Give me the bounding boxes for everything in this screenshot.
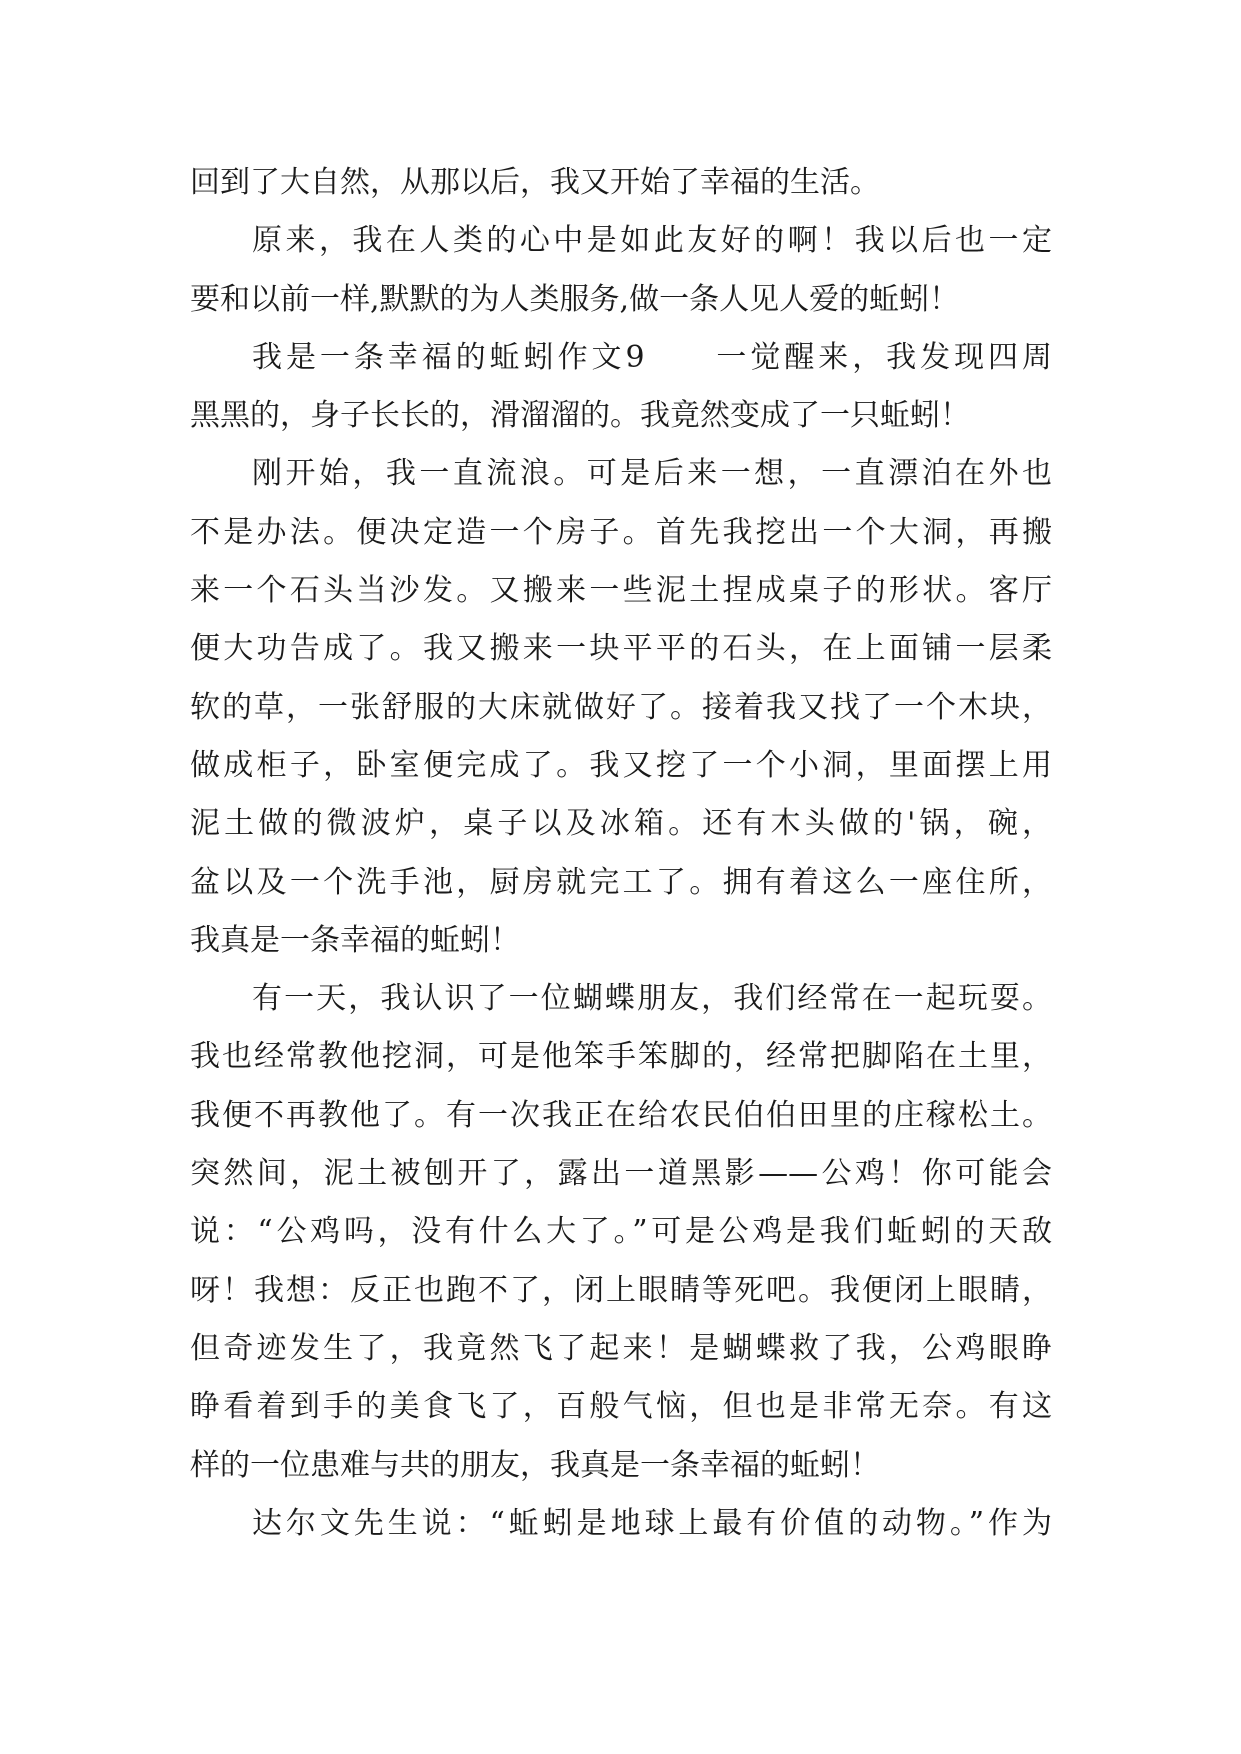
text-line: 我便不再教他了。有一次我正在给农民伯伯田里的庄稼松土。 xyxy=(190,1097,1052,1133)
text-line: 不是办法。便决定造一个房子。首先我挖出一个大洞，再搬 xyxy=(190,514,1052,550)
text-line: 我真是一条幸福的蚯蚓！ xyxy=(190,922,520,958)
text-line: 来一个石头当沙发。又搬来一些泥土捏成桌子的形状。客厅 xyxy=(190,573,1052,609)
text-line: 我也经常教他挖洞，可是他笨手笨脚的，经常把脚陷在土里， xyxy=(190,1039,1052,1075)
text-line: 要和以前一样,默默的为人类服务,做一条人见人爱的蚯蚓！ xyxy=(190,281,960,317)
text-line: 刚开始，我一直流浪。可是后来一想，一直漂泊在外也 xyxy=(252,456,1052,492)
text-line: 突然间，泥土被刨开了，露出一道黑影——公鸡！你可能会 xyxy=(190,1156,1052,1192)
text-line: 便大功告成了。我又搬来一块平平的石头，在上面铺一层柔 xyxy=(190,631,1052,667)
text-line: 达尔文先生说：“蚯蚓是地球上最有价值的动物。”作为 xyxy=(252,1505,1052,1541)
text-line: 呀！我想：反正也跑不了，闭上眼睛等死吧。我便闭上眼睛， xyxy=(190,1272,1052,1308)
text-line: 泥土做的微波炉，桌子以及冰箱。还有木头做的'锅，碗， xyxy=(190,806,1052,842)
text-line: 有一天，我认识了一位蝴蝶朋友，我们经常在一起玩耍。 xyxy=(252,981,1052,1017)
text-line: 说：“公鸡吗，没有什么大了。”可是公鸡是我们蚯蚓的天敌 xyxy=(190,1214,1052,1250)
text-line: 原来，我在人类的心中是如此友好的啊！我以后也一定 xyxy=(252,223,1052,259)
essay-body xyxy=(190,154,1052,1553)
text-line: 我是一条幸福的蚯蚓作文9 一觉醒来，我发现四周 xyxy=(252,339,1052,375)
text-line: 盆以及一个洗手池，厨房就完工了。拥有着这么一座住所， xyxy=(190,864,1052,900)
text-line: 样的一位患难与共的朋友，我真是一条幸福的蚯蚓！ xyxy=(190,1447,880,1483)
text-line: 但奇迹发生了，我竟然飞了起来！是蝴蝶救了我，公鸡眼睁 xyxy=(190,1330,1052,1366)
text-line: 睁看着到手的美食飞了，百般气恼，但也是非常无奈。有这 xyxy=(190,1389,1052,1425)
text-line: 回到了大自然，从那以后，我又开始了幸福的生活。 xyxy=(190,165,880,200)
text-line: 软的草，一张舒服的大床就做好了。接着我又找了一个木块， xyxy=(190,689,1052,725)
text-line: 做成柜子，卧室便完成了。我又挖了一个小洞，里面摆上用 xyxy=(190,747,1052,783)
text-line: 黑黑的，身子长长的，滑溜溜的。我竟然变成了一只蚯蚓！ xyxy=(190,398,970,434)
